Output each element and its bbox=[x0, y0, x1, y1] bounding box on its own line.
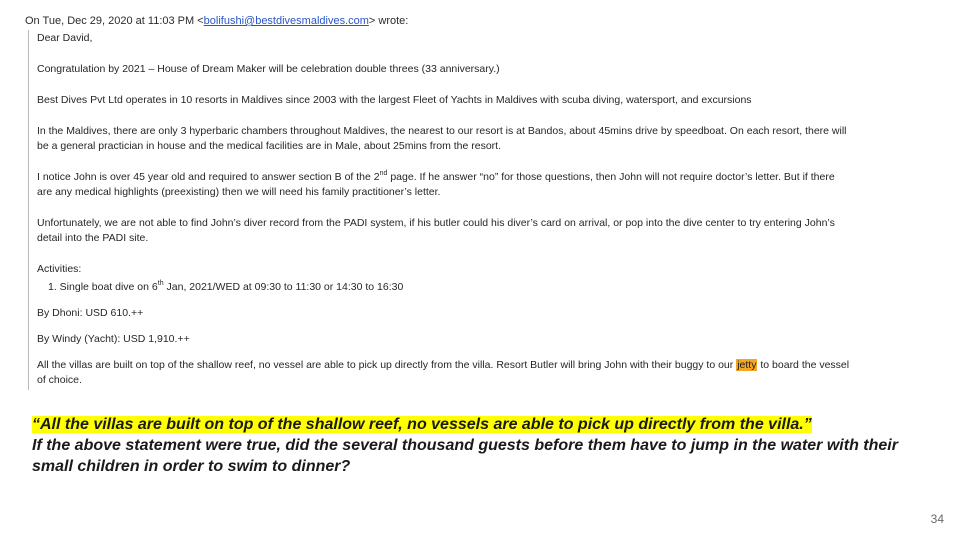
paragraph-padi-line2: detail into the PADI site. bbox=[37, 232, 149, 244]
email-body bbox=[37, 31, 937, 388]
villas-text-b: to board the vessel bbox=[757, 359, 850, 371]
activity-text-sup: th bbox=[157, 279, 164, 287]
activity-text-b: Jan, 2021/WED at 09:30 to 11:30 or 14:30 to 16:30 bbox=[163, 281, 404, 293]
greeting: Dear David, bbox=[37, 32, 93, 44]
sender-email-link[interactable]: bolifushi@bestdivesmaldives.com bbox=[203, 15, 369, 27]
paragraph-company: Best Dives Pvt Ltd operates in 10 resorts in Maldives since 2003 with the largest Fleet of Yachts in Maldives with scuba diving, watersport, and excursions bbox=[37, 94, 752, 106]
paragraph-padi-line1: Unfortunately, we are not able to find John’s diver record from the PADI system, if his butler could his diver’s card on arrival, or pop into the dive center to try entering John’s bbox=[37, 217, 835, 229]
page-number: 34 bbox=[930, 512, 944, 526]
paragraph-padi bbox=[37, 216, 937, 246]
age-text-a: I notice John is over 45 year old and required to answer section B of the 2 bbox=[37, 171, 380, 183]
price-windy: By Windy (Yacht): USD 1,910.++ bbox=[37, 333, 190, 345]
rhetorical-question: If the above statement were true, did the several thousand guests before them have to jump in the water with their small children in order to swim to dinner? bbox=[32, 437, 898, 475]
jetty-highlight: jetty bbox=[737, 359, 757, 371]
paragraph-medical bbox=[37, 124, 937, 154]
header-prefix: On Tue, Dec 29, 2020 at 11:03 PM < bbox=[25, 15, 204, 27]
age-text-b: page. If he answer “no” for those questions, then John will not require doctor’s letter. But if there bbox=[387, 171, 835, 183]
activities-label: Activities: bbox=[37, 263, 82, 275]
paragraph-medical-line2: be a general practician in house and the medical facilities are in Male, about 25mins from the resort. bbox=[37, 140, 501, 152]
villas-text-a: All the villas are built on top of the shallow reef, no vessel are able to pick up directly from the villa. Resort Butler will bring John with their buggy to our bbox=[37, 359, 737, 371]
age-text-sup: nd bbox=[379, 169, 388, 177]
activity-item bbox=[37, 280, 937, 295]
paragraph-age bbox=[37, 170, 937, 200]
email-screenshot bbox=[22, 10, 942, 394]
email-reply-header bbox=[25, 15, 408, 27]
price-dhoni: By Dhoni: USD 610.++ bbox=[37, 307, 144, 319]
paragraph-villas-line2: of choice. bbox=[37, 374, 82, 386]
paragraph-villas bbox=[37, 358, 937, 388]
quote-bar bbox=[28, 30, 29, 390]
paragraph-medical-line1: In the Maldives, there are only 3 hyperbaric chambers throughout Maldives, the nearest to our resort is at Bandos, about 45mins drive by speedboat. On each resort, there will bbox=[37, 125, 847, 137]
paragraph-age-line2: are any medical highlights (preexisting) then we will need his family practitioner’s letter. bbox=[37, 186, 441, 198]
paragraph-villas-line1 bbox=[37, 358, 937, 373]
highlighted-quote: “All the villas are built on top of the shallow reef, no vessels are able to pick up directly from the villa.” bbox=[32, 416, 812, 433]
paragraph-age-line1 bbox=[37, 170, 937, 185]
activity-text-a: 1. Single boat dive on 6 bbox=[48, 281, 158, 293]
slide-caption bbox=[32, 414, 932, 477]
header-suffix: > wrote: bbox=[368, 15, 409, 27]
paragraph-anniversary: Congratulation by 2021 – House of Dream Maker will be celebration double threes (33 anniversary.) bbox=[37, 63, 500, 75]
